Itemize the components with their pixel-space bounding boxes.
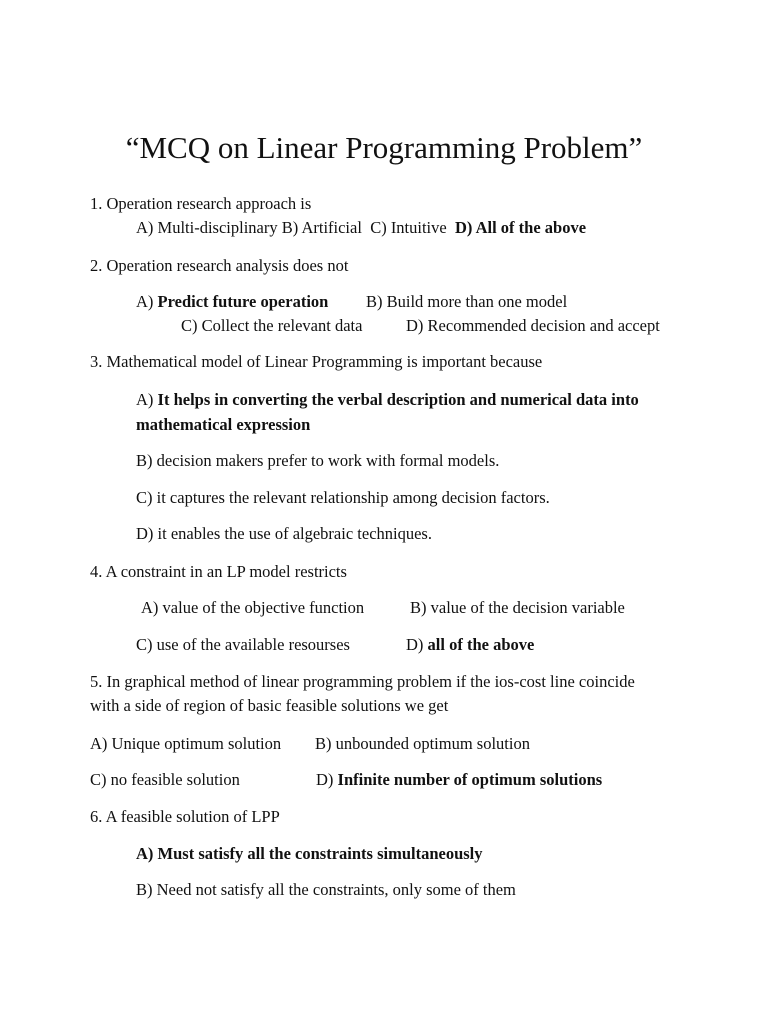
option-b: B) unbounded optimum solution <box>315 734 530 753</box>
option-d-prefix: D) <box>316 770 338 789</box>
option-a: A) Unique optimum solution <box>90 734 282 753</box>
question-2: 2. Operation research analysis does not <box>90 256 349 275</box>
option-a-prefix: A) <box>136 292 158 311</box>
question-4: 4. A constraint in an LP model restricts <box>90 562 347 581</box>
option-d: D) Recommended decision and accept <box>406 316 660 335</box>
option-d-correct-answer: all of the above <box>427 635 535 654</box>
option-c: C) Intuitive <box>370 218 447 237</box>
option-d-correct-answer: All of the above <box>475 218 587 237</box>
question-6-option-a <box>136 843 483 865</box>
question-1-options <box>136 217 586 239</box>
option-a-prefix: A) <box>136 390 158 409</box>
question-4-option-d <box>406 634 534 656</box>
option-b: B) Build more than one model <box>366 292 568 311</box>
option-a-correct-answer: A) Must satisfy all the constraints simultaneously <box>136 844 483 863</box>
question-3-option-a-line2 <box>136 414 310 436</box>
option-a-correct-answer: Predict future operation <box>157 292 329 311</box>
option-a: A) Multi-disciplinary <box>136 218 278 237</box>
option-d: D) it enables the use of algebraic techniques. <box>136 524 432 543</box>
question-2-options-row1 <box>136 291 328 313</box>
option-a-correct-answer-cont: mathematical expression <box>136 415 311 434</box>
question-6: 6. A feasible solution of LPP <box>90 807 280 826</box>
question-5-line1: 5. In graphical method of linear programming problem if the ios-cost line coincide <box>90 672 635 691</box>
question-3: 3. Mathematical model of Linear Programming is important because <box>90 352 543 371</box>
option-c: C) use of the available resourses <box>136 635 350 654</box>
option-c: C) Collect the relevant data <box>181 316 363 335</box>
option-d-prefix: D) <box>454 218 476 237</box>
question-3-option-a-line1 <box>136 389 639 411</box>
option-b: B) Need not satisfy all the constraints, only some of them <box>136 880 516 899</box>
option-d-correct-answer: Infinite number of optimum solutions <box>337 770 603 789</box>
option-b: B) value of the decision variable <box>410 598 625 617</box>
document-title: “MCQ on Linear Programming Problem” <box>125 130 643 165</box>
option-c: C) no feasible solution <box>90 770 240 789</box>
question-1: 1. Operation research approach is <box>90 194 312 213</box>
question-5-option-d <box>316 769 602 791</box>
option-d-prefix: D) <box>406 635 428 654</box>
option-a: A) value of the objective function <box>141 598 365 617</box>
question-5-line2: with a side of region of basic feasible solutions we get <box>90 696 449 715</box>
option-b: B) decision makers prefer to work with formal models. <box>136 451 500 470</box>
option-b: B) Artificial <box>281 218 362 237</box>
option-c: C) it captures the relevant relationship among decision factors. <box>136 488 550 507</box>
option-a-correct-answer: It helps in converting the verbal description and numerical data into <box>157 390 639 409</box>
